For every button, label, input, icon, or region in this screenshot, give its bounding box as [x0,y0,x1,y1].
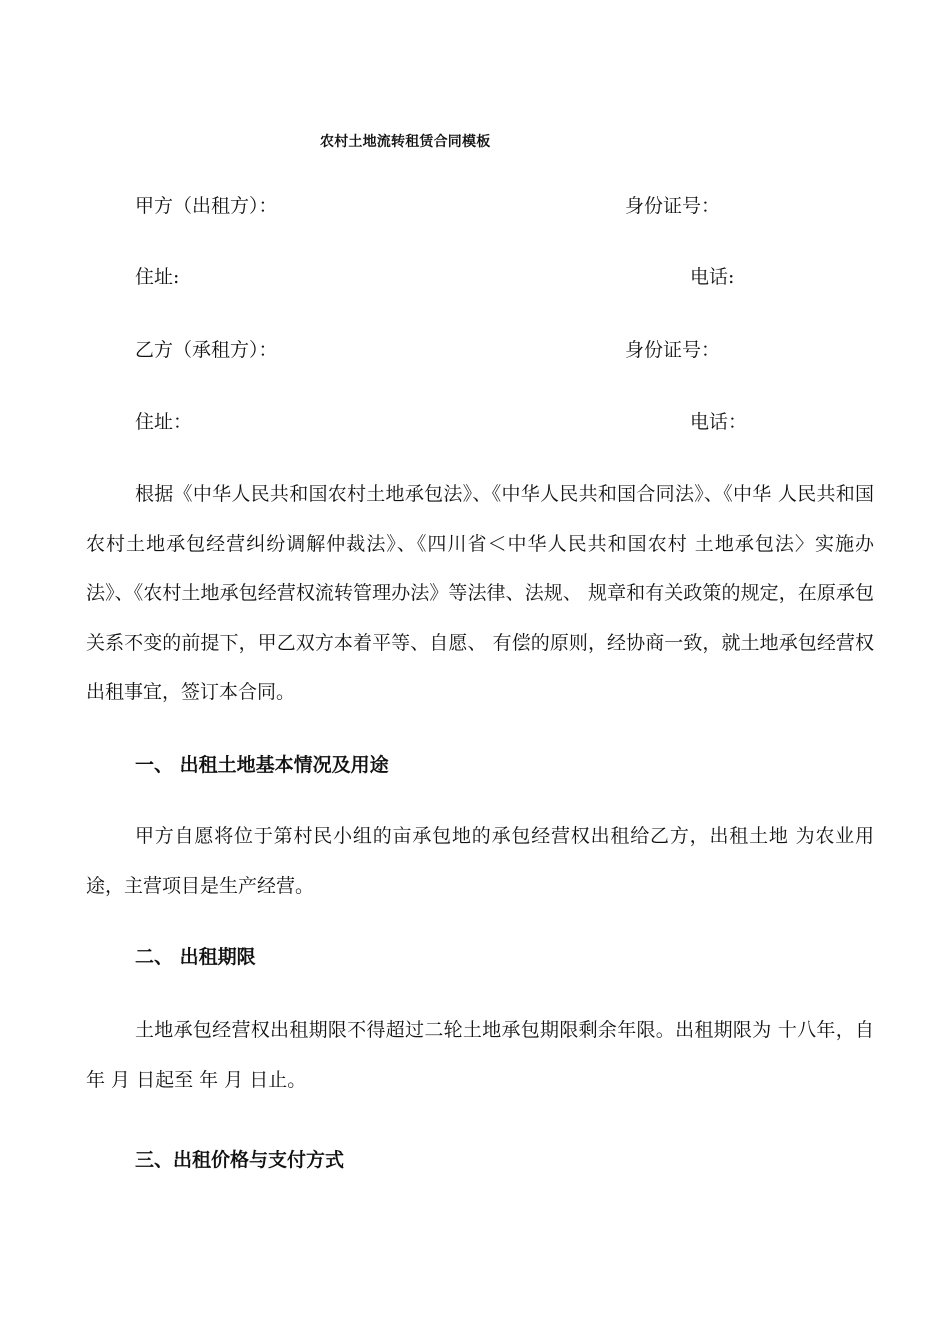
party-b-id-label: 身份证号： [625,339,721,361]
party-b-address-label: 住址： [135,411,193,433]
section-1-paragraph: 甲方自愿将位于第村民小组的亩承包地的承包经营权出租给乙方，出租土地 为农业用途，主营项目是生产经营。 [86,825,874,897]
document-title: 农村土地流转租赁合同模板 [320,134,491,150]
section-2-heading: 二、 出租期限 [135,946,256,968]
party-b-label: 乙方（承租方）： [135,339,278,361]
section-1-heading: 一、 出租土地基本情况及用途 [135,754,389,776]
party-a-label: 甲方（出租方）： [135,195,278,217]
party-a-phone-label: 电话: [690,266,735,288]
section-3-heading: 三、出租价格与支付方式 [135,1149,345,1171]
preamble-paragraph: 根据《中华人民共和国农村土地承包法》、《中华人民共和国合同法》、《中华 人民共和国农村土地承包经营纠纷调解仲裁法》、《四川省＜中华人民共和国农村 土地承包法〉实施办法》、《农村土地承包经营权流转管理办法》等法律、法规、 规章和有关政策的规定，在原承包关系不变的前提下，甲乙双方本着平等、自愿、 有偿的原则，经协商一致，就土地承包经营权出租事宜，签订本合同。 [86,483,874,703]
section-2-paragraph: 土地承包经营权出租期限不得超过二轮土地承包期限剩余年限。出租期限为 十八年，自 年 月 日起至 年 月 日止。 [86,1019,874,1091]
party-b-phone-label: 电话： [690,411,748,433]
party-a-id-label: 身份证号： [625,195,721,217]
party-a-address-label: 住址: [135,266,180,288]
